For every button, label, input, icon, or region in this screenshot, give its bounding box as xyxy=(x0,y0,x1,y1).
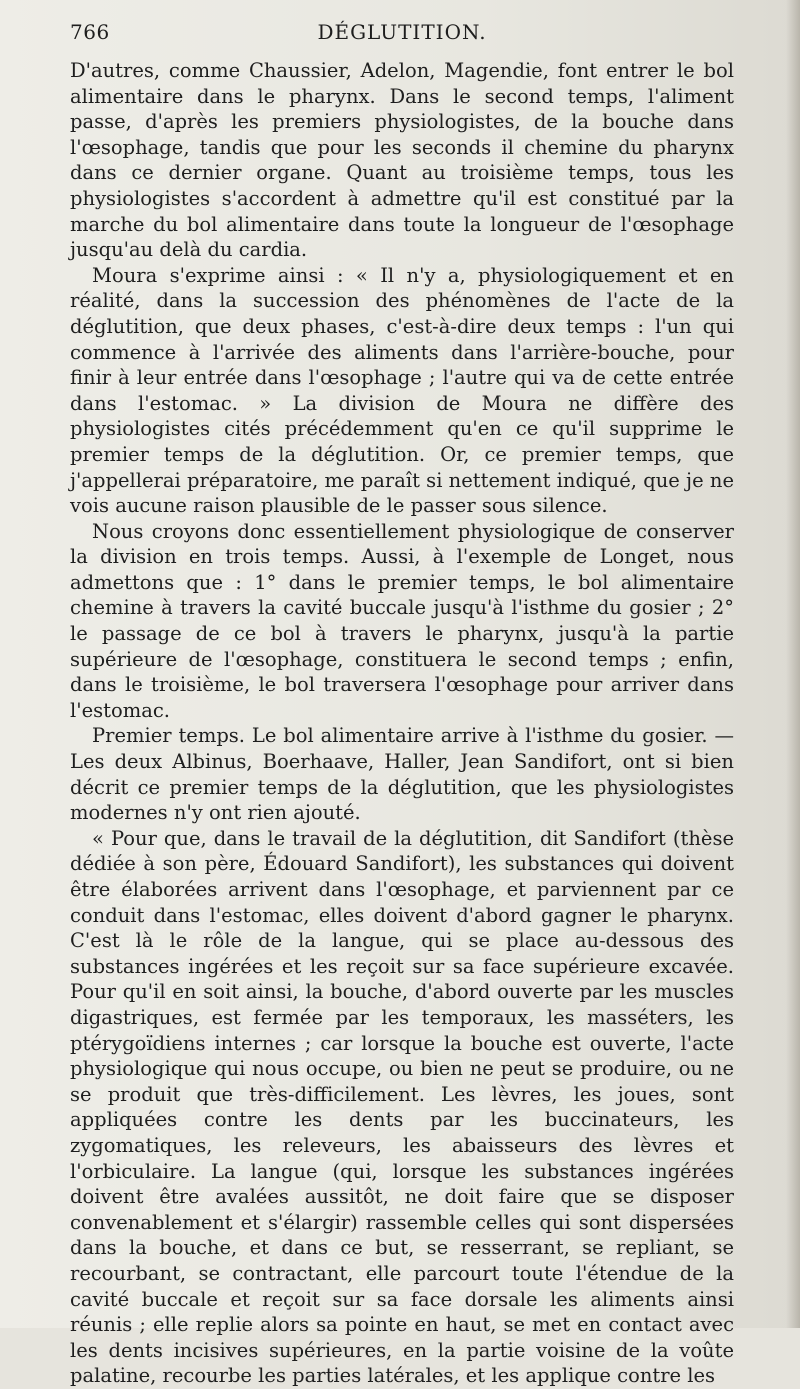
page-header xyxy=(70,20,734,50)
running-head: DÉGLUTITION. xyxy=(317,20,487,44)
paragraph-3: Nous croyons donc essentiellement physiologique de conserver la division en trois temps. Aussi, à l'exemple de Longet, nous admettons que : 1° dans le premier temps, le bol alimentaire chemine à travers la cavité buccale jusqu'à l'isthme du gosier ; 2° le passage de ce bol à travers le pharynx, jusqu'à la partie supérieure de l'œsophage, constituera le second temps ; enfin, dans le troisième, le bol traversera l'œsophage pour arriver dans l'estomac. xyxy=(70,519,734,722)
paragraph-1: D'autres, comme Chaussier, Adelon, Magendie, font entrer le bol alimentaire dans le pharynx. Dans le second temps, l'aliment passe, d'après les premiers physiologistes, de la bouche dans l'œsophage, tandis que pour les seconds il chemine du pharynx dans ce dernier organe. Quant au troisième temps, tous les physiologistes s'accordent à admettre qu'il est constitué par la marche du bol alimentaire dans toute la longueur de l'œsophage jusqu'au delà du cardia. xyxy=(70,59,734,262)
paragraph-5: « Pour que, dans le travail de la déglutition, dit Sandifort (thèse dédiée à son père, Édouard Sandifort), les substances qui doivent être élaborées arrivent dans l'œsophage, et parviennent par ce conduit dans l'estomac, elles doivent d'abord gagner le pharynx. C'est là le rôle de la langue, qui se place au-dessous des substances ingérées et les reçoit sur sa face supérieure excavée. Pour qu'il en soit ainsi, la bouche, d'abord ouverte par les muscles digastriques, est fermée par les temporaux, les masséters, les ptérygoïdiens internes ; car lorsque la bouche est ouverte, l'acte physiologique qui nous occupe, ou bien ne peut se produire, ou ne se produit que très-difficilement. Les lèvres, les joues, sont appliquées contre les dents par les buccinateurs, les zygomatiques, les releveurs, les abaisseurs des lèvres et l'orbiculaire. La langue (qui, lorsque les substances ingérées doivent être avalées aussitôt, ne doit faire que se disposer convenablement et s'élargir) rassemble celles qui sont dispersées dans la bouche, et dans ce but, se resserrant, se repliant, se recourbant, se contractant, elle parcourt toute l'étendue de la cavité buccale et reçoit sur sa face dorsale les aliments ainsi réunis ; elle replie alors sa pointe en haut, se met en contact avec les dents incisives supérieures, en la partie voisine de la voûte palatine, recourbe les parties latérales, et les applique contre les xyxy=(70,826,734,1388)
paragraph-4: Premier temps. Le bol alimentaire arrive à l'isthme du gosier. — Les deux Albinus, Boerhaave, Haller, Jean Sandifort, ont si bien décrit ce premier temps de la déglutition, que les physiologistes modernes n'y ont rien ajouté. xyxy=(70,724,734,825)
body-text xyxy=(70,58,734,1389)
page-number: 766 xyxy=(70,20,110,44)
paragraph-2: Moura s'exprime ainsi : « Il n'y a, physiologiquement et en réalité, dans la succession des phénomènes de l'acte de la déglutition, que deux phases, c'est-à-dire deux temps : l'un qui commence à l'arrivée des aliments dans l'arrière-bouche, pour finir à leur entrée dans l'œsophage ; l'autre qui va de cette entrée dans l'estomac. » La division de Moura ne diffère des physiologistes cités précédemment qu'en ce qu'il supprime le premier temps de la déglutition. Or, ce premier temps, que j'appellerai préparatoire, me paraît si nettement indiqué, que je ne vois aucune raison plausible de le passer sous silence. xyxy=(70,263,734,518)
page-edge-shadow xyxy=(786,0,800,1328)
